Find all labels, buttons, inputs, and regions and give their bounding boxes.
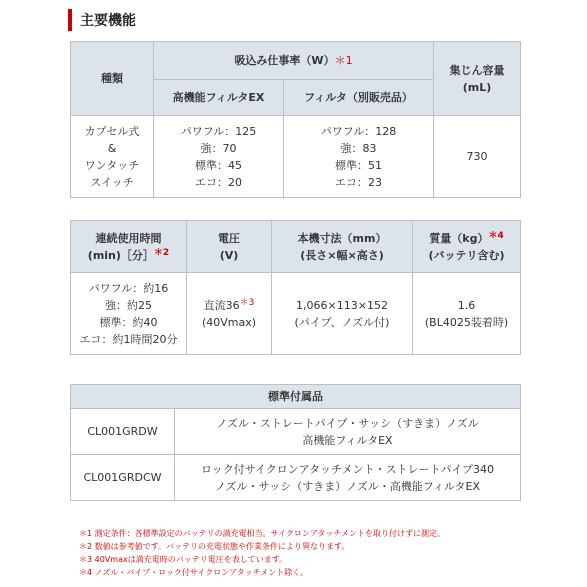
accessory-cell xyxy=(175,409,521,455)
header-voltage-label: 電圧 xyxy=(218,231,240,245)
kind-line: スイッチ xyxy=(90,175,134,189)
accessory-line: ノズル・ストレートパイプ・サッシ（すきま）ノズル xyxy=(216,416,479,430)
header-mass xyxy=(413,221,521,273)
accessories-table xyxy=(70,384,521,501)
header-runtime-label: 連続使用時間 xyxy=(95,231,162,245)
voltage-line2: (40Vmax) xyxy=(201,315,257,329)
size-line1: 1,066×113×152 xyxy=(296,298,388,312)
header-hepa: 高機能フィルタEX xyxy=(154,80,284,116)
voltage-line1-row xyxy=(187,297,271,314)
runtime-line: 強：約25 xyxy=(105,298,152,312)
hepa-line: パワフル：125 xyxy=(180,124,257,138)
kind-line: ワンタッチ xyxy=(84,158,140,172)
header-dust xyxy=(434,42,521,116)
accessory-line: 高機能フィルタEX xyxy=(302,433,393,447)
header-mass-row xyxy=(413,230,520,247)
header-voltage-unit: (V) xyxy=(219,248,239,262)
header-accessories: 標準付属品 xyxy=(71,385,521,409)
section-title: 主要機能 xyxy=(80,13,136,29)
kind-line: & xyxy=(107,141,117,155)
suction-spec-table xyxy=(70,41,521,198)
runtime-line: エコ：約1時間20分 xyxy=(79,332,178,346)
runtime-line: パワフル：約16 xyxy=(88,281,169,295)
model-cell: CL001GRDW xyxy=(71,409,175,455)
mass-cell xyxy=(413,273,521,355)
model-cell: CL001GRDCW xyxy=(71,455,175,501)
footnote: ＊4 ノズル・パイプ・ロック付サイクロンアタッチメント除く。 xyxy=(79,568,309,577)
accessory-cell xyxy=(175,455,521,501)
note-mark-3: ＊3 xyxy=(239,297,255,308)
hepa-cell xyxy=(154,116,284,198)
note-mark-4: ＊4 xyxy=(488,230,504,241)
accessory-line: ロック付サイクロンアタッチメント・ストレートパイプ340 xyxy=(200,462,495,476)
voltage-cell xyxy=(187,273,272,355)
header-runtime-unit-row xyxy=(71,247,186,264)
accent-bar xyxy=(68,9,72,31)
runtime-line: 標準：約40 xyxy=(99,315,158,329)
filter-line: 強：83 xyxy=(340,141,377,155)
footnote: ＊3 40Vmaxは満充電時のバッテリ電圧を表しています。 xyxy=(79,555,288,564)
header-dust-label: 集じん容量 xyxy=(449,63,505,77)
header-runtime-unit: (min)［分］ xyxy=(87,248,154,262)
filter-line: パワフル：128 xyxy=(320,124,397,138)
kind-cell xyxy=(71,116,154,198)
runtime-spec-table xyxy=(70,220,521,355)
mass-line1: 1.6 xyxy=(457,298,476,312)
accessory-line: ノズル・サッシ（すきま）ノズル・高機能フィルタEX xyxy=(214,479,481,493)
hepa-line: 強：70 xyxy=(200,141,237,155)
dust-value: 730 xyxy=(434,116,521,198)
section-header xyxy=(68,8,136,32)
hepa-line: エコ：20 xyxy=(195,175,242,189)
filter-cell xyxy=(284,116,434,198)
note-mark-2: ＊2 xyxy=(153,247,170,258)
header-kind: 種類 xyxy=(71,42,154,116)
header-size xyxy=(272,221,413,273)
kind-line: カプセル式 xyxy=(84,124,140,138)
runtime-cell xyxy=(71,273,187,355)
size-cell xyxy=(272,273,413,355)
header-mass-sub: (バッテリ含む) xyxy=(428,248,505,262)
header-voltage xyxy=(187,221,272,273)
filter-line: 標準：51 xyxy=(335,158,382,172)
size-line2: (パイプ、ノズル付) xyxy=(294,315,390,329)
header-suction-label: 吸込み仕事率（W） xyxy=(234,54,335,67)
hepa-line: 標準：45 xyxy=(195,158,242,172)
footnote: ＊1 測定条件：各標準設定のバッテリの満充電相当。サイクロンアタッチメントを取り付けずに測定。 xyxy=(79,529,446,538)
header-dust-unit: (mL) xyxy=(462,80,492,94)
header-mass-label: 質量（kg） xyxy=(429,231,489,245)
voltage-line1: 直流36 xyxy=(203,298,240,312)
note-mark-1: ＊1 xyxy=(334,54,353,67)
mass-line2: (BL4025装着時) xyxy=(424,315,509,329)
footnote: ＊2 数値は参考値です。バッテリの充電状態や作業条件により異なります。 xyxy=(79,542,350,551)
header-size-label: 本機寸法（mm） xyxy=(297,231,387,245)
header-runtime xyxy=(71,221,187,273)
header-filter: フィルタ（別販売品） xyxy=(284,80,434,116)
footnotes xyxy=(79,527,445,579)
header-size-sub: (長さ×幅×高さ) xyxy=(300,248,384,262)
filter-line: エコ：23 xyxy=(335,175,382,189)
header-suction xyxy=(154,42,434,80)
